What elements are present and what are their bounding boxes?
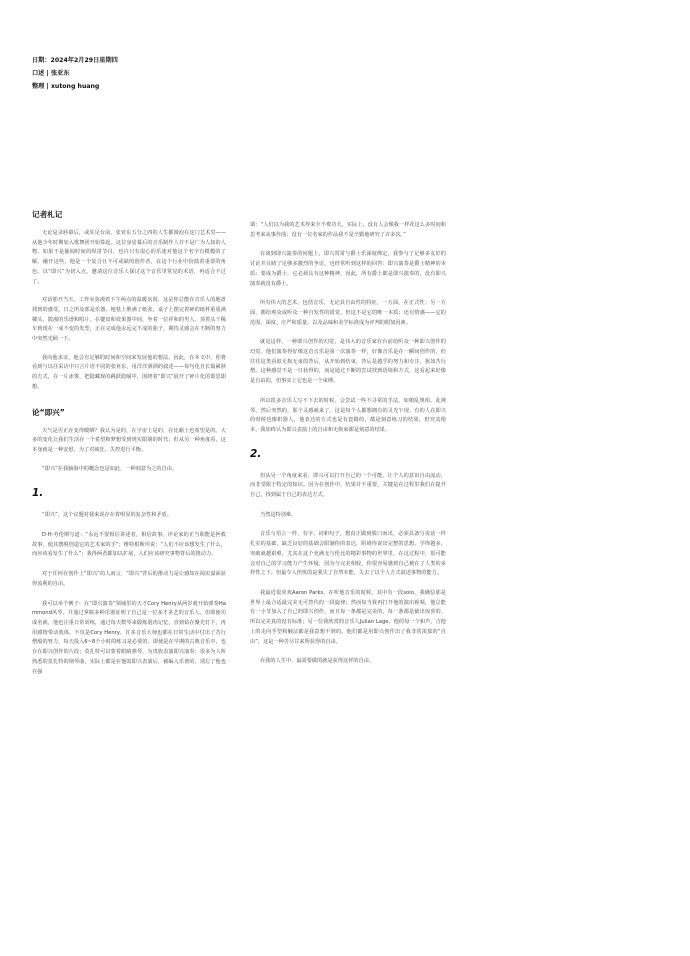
paragraph: 当然这特别难。 <box>260 511 297 518</box>
article-meta <box>32 54 332 93</box>
section-heading-notes: 记者札记 <box>32 210 63 219</box>
article-narrator: 口述 | 张亚东 <box>32 70 70 77</box>
paragraph: 就是这样，一种即兴创作的幻觉，是伟大的音乐家在台前给听众一种即兴创作的幻觉。他们演奏得好像这首音乐是第一次演奏一样，好像音乐是在一瞬间创作的，但往往这类看似无拘无束的背后，从开始到结束，背后是越乎的努力和专注，犹如苦行僧。这种感觉不是一日获得的，而是通过不断的尝试找到语境和方式，这看起来好像是自由的，但事实上它也是一个束缚。 <box>250 339 446 385</box>
paragraph: 在谈到即兴演奏的问题上，即兴常常与爵士乐深度绑定。我参与了足够多友好的讨论并目睹了足够多激烈的争论，也经常听到这样的回答：即兴演奏是爵士精神的本质：要成为爵士，它必须具有这种精神。因此，所有爵士都是即兴演奏的，没有即兴演奏就没有爵士。 <box>250 251 446 287</box>
section-number-2: 2. <box>250 447 262 460</box>
paragraph: 音乐与语言一样，有字、词和句子，想真正做到脱口而出，必须具备与说话一样扎实的基础，缺乏良好的基础会限制你的表达，阻碍你说出完整的思想。学得越多，突破就越艰难，尤其在这个充满无与伦比的精彩事物的世界里。在这过程中，很可能会对自己的学习能力产生怀疑，因为与完美相较，你很容易感到自己被在了人类的多样性之下。但最令人担忧的是我失了自然本能，失去了以个人方式叙述事物的能力。 <box>250 531 446 577</box>
right-column <box>250 221 446 667</box>
paragraph: 我向他求证，他会有足够的时间和空间来发展他的想法。因此，在本文中，你将看到与以往采访中只言片语不同的张亚东，用洋洋洒洒的叙述——每句化且长篇累牍的方式，在一片冰雾，把隐藏现的跳跃隐喻中，围绕着“即兴”展开了碎片化的即思即想。 <box>32 354 226 390</box>
section-heading-improvisation: 论“即兴” <box>32 407 65 417</box>
paragraph: 所以很多音乐人写不下去的时候，会尝试一些不寻常的手法，如朝乱规组、乱弹琴、然后突然的，那个灵感就来了。这是每个人都想拥有的灵光乍现。有的人在即兴的时候也像机器人，他表达的方式也是有套路的，都是刻意练习的结果，但究其根本，我始终认为即兴表演上的自由和无拘束都是刻意的结果。 <box>250 397 446 433</box>
paragraph: 但从另一个角度来看，即兴可以打开自己的一个可能，让个人的意识自由流动，而非受限于特定的知识。因为在创作中，结果并不重要，关键是在过程里我们在提升自己，找到属于自己的表达方式。 <box>250 472 446 499</box>
paragraph: 对于任何在创作上“即兴”的人而言，“即兴”背后的推动力是让感知在阅实溢面获得流利的自由。 <box>32 571 226 587</box>
paragraph: 无论是录唇幕后，或驻足台前，张亚东五分之四的人生都漫泡在这门艺术里——从他少年时期加入歌舞团开始算起。这位身居幕后的音乐制作人并不是广为人知的人物，如果不是偷阅时间的纵贯节目，也许只有很心的乐迷对他这个名字有模模的了解。融开这些，他是一个复合且不可或缺的创作者，在这个行业中扮演着重要的角色。以“即兴”为切入点，邀请这位音乐人探讨这个音乐里常见的术语，再适合不过了。 <box>32 230 226 285</box>
paragraph: 调：“人们以为我的艺术得来全不费功夫。实际上，没有人会像我一样花这么多时间和思考来从事作曲；没有一位名家的作品我不是辛勤地研究了许多次。” <box>250 222 446 238</box>
paragraph: 在我的人生中，最需要做的就是获得这样的自由。 <box>260 658 375 665</box>
article-editor: 整理 | xutong huang <box>32 83 100 90</box>
section-number-1: 1. <box>32 487 44 500</box>
paragraph: 所有伟大的艺术，包括音乐，无论其自由性的特征，一方面，在正式性；另一方面，都给观众或听众一种自发性的错觉，但这不是它的唯一本质；还有情感——它的范围、深度、庄严和质量，以及品味和美学标准成为评判的附加因素。 <box>250 300 446 326</box>
paragraph: 天气是否正在变得暖晒？我认为是的，在宇宙上是的，在比喻上也希望是的。大多的变化让我们生活在一个希望和梦想受到规实限制的时代；但从另一种角度看，这本身就是一种安慰，为了对疯狂、失控进行平衡。 <box>32 427 226 453</box>
paragraph: “即兴”在我脑海中的概念也是如此，一种刻意为之的自由。 <box>42 465 178 472</box>
paragraph: “即兴”，这个议题对我来说存在着明显的复杂性和矛盾。 <box>42 512 172 519</box>
left-column <box>32 210 226 677</box>
paragraph: D·H·劳伦斯写道：“永远不要相信讲述者，相信故事。评论家的正当职能是拯救故事，使其摆脱创造它的艺术家的手”；维特根斯坦说：“人们不应该想发生了什么，而应该看发生了什么”；我得两者都加以扩展，人们应该研究事物背后的推动力。 <box>32 532 226 558</box>
article-date: 日期：2024年2月29日星期四 <box>32 57 118 64</box>
paragraph: 对话那开当天，工作室弥漫着下午两点的温暖氛围，这是你总能在音乐人的地盘找到的感受。日之所及部是乐器、地毯上堆满了纸张，桌子上摆完着碎的纸杯重重满插头，散漫的乐谱和唱片。在键盘和效果器中间，坐着一位祥和的男人，顶着头干稀车到现在一成不变的发型，正在完成他永远完不成的曲子，期待灵感会在不断的努力中突然光顾一下。 <box>32 297 226 343</box>
paragraph: 我可以举个例子：在“即兴演奏”领域里的天才Cory Henry从两岁就开始弹奏Hammond风琴，并通过掌握多种乐器证明了自己是一位多才多艺的音乐人。但即使功成名就，他也注重日常训练，通过每天数琴来锻炼肌肉记忆，直到钻在聚光灯下，再用感情带动肢体。不仅是Cory Henry，许多音乐大师也都在日常生活中付出了苦行僧般的努力，每天投入6~8个小时的练习是必要的。即使是在早期的古典音乐中，也存在即兴创作的片段；莫扎特可以蒙着眼睛弹琴，为贵族表演即兴演奏；很多为人所熟悉的莫扎特的钢琴曲，实际上都是在他的即兴表演后，被编入乐谱的。别忘了他也在强 <box>32 600 226 675</box>
paragraph: 我最近很喜欢Aaron Parks。在听他音乐的时候，其中有一段solo，我确信那是世界上最合适最完美无可替代的一段旋律；然而每当我再打开他的演出视频，他总能有一小节加入了自己的即兴创作，而且每一条都是完美的，每一条都是截出惊喜的。所以完美真的没有标准；另一位我欣赏的音乐人Julian Lage，他的每一个和声，吉他上的走向手型和触法都是我意想不到的。他们都是用即兴创作出了我非常羡慕的“自由”，这是一种苦尽甘来所获得的自由。 <box>250 589 446 645</box>
